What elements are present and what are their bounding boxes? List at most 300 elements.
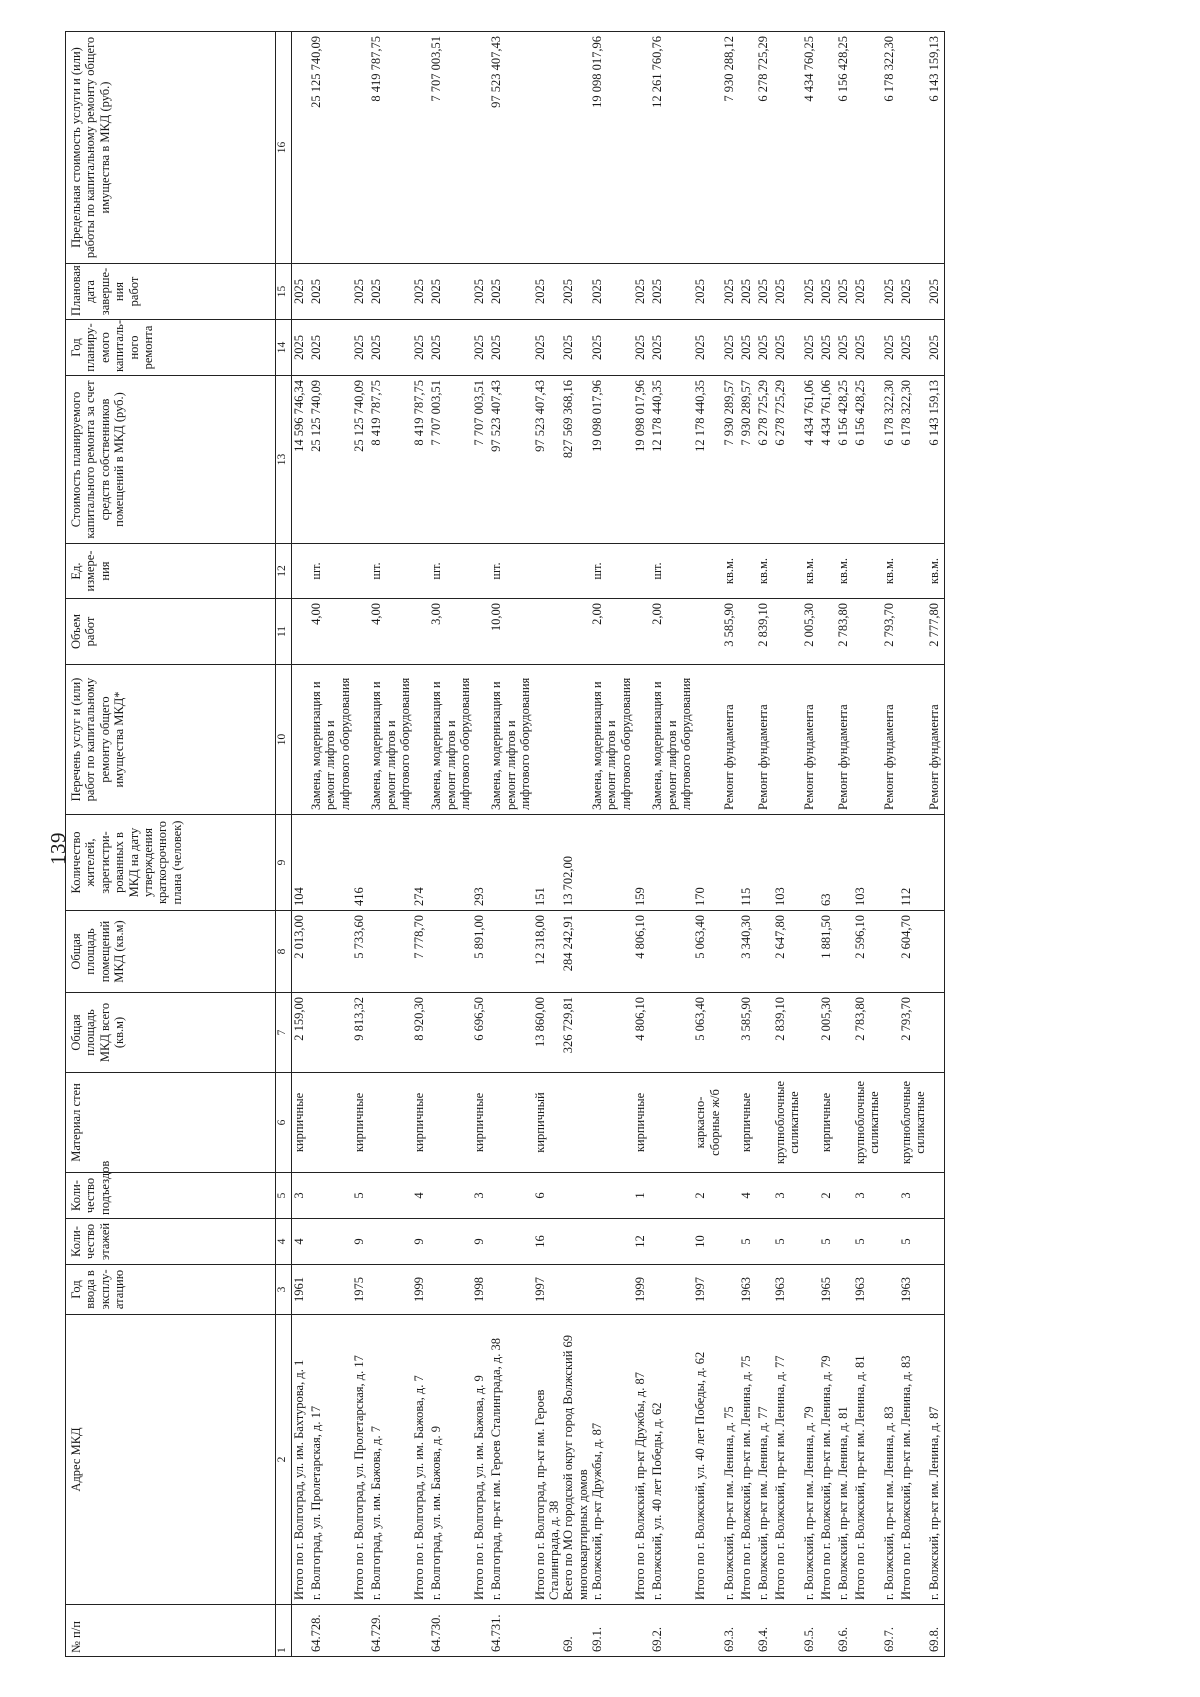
column-number-15: 15 [276,264,292,320]
cell-col-5 [802,1173,819,1219]
cell-col-3: 1997 [693,1265,722,1315]
cell-col-9: 159 [633,815,650,911]
cell-col-11 [739,599,756,665]
column-header-8: Общая площадь помещений МКД (кв.м) [66,911,276,993]
cell-col-8: 7 778,70 [412,911,429,993]
cell-col-15: 2025 [882,264,899,320]
cell-col-4: 9 [472,1219,489,1265]
cell-col-1 [533,1605,562,1657]
cell-col-7: 2 783,80 [853,993,882,1073]
cell-col-16 [739,32,756,264]
cell-col-12 [533,544,562,599]
column-number-8: 8 [276,911,292,993]
cell-col-3 [927,1265,945,1315]
cell-col-10 [693,665,722,815]
table-row [429,32,472,1657]
cell-col-7 [590,993,633,1073]
column-header-2: Адрес МКД [66,1315,276,1605]
cell-col-14: 2025 [819,320,836,376]
cell-col-6 [489,1073,532,1173]
cell-col-8: 2 647,80 [773,911,802,993]
cell-col-15: 2025 [472,264,489,320]
cell-col-9 [369,815,412,911]
cell-col-12: шт. [590,544,633,599]
cell-col-5 [429,1173,472,1219]
table-row [836,32,853,1657]
cell-col-8: 2 604,70 [899,911,928,993]
cell-col-11: 3,00 [429,599,472,665]
cell-col-13: 4 434 761,06 [802,376,819,544]
cell-col-16 [853,32,882,264]
cell-col-14: 2025 [429,320,472,376]
cell-col-11: 10,00 [489,599,532,665]
cell-col-4: 5 [739,1219,756,1265]
cell-col-12: шт. [429,544,472,599]
cell-col-3 [836,1265,853,1315]
cell-col-5 [927,1173,945,1219]
table-row [722,32,739,1657]
table-total-row [633,32,650,1657]
cell-col-4 [836,1219,853,1265]
cell-col-10: Замена, модернизация и ремонт лифтов и лифтового оборудования [309,665,352,815]
cell-col-4 [650,1219,693,1265]
column-number-13: 13 [276,376,292,544]
cell-col-14: 2025 [292,320,310,376]
cell-col-1: 64.730. [429,1605,472,1657]
cell-col-4 [722,1219,739,1265]
table-total-row [693,32,722,1657]
cell-col-2: Итого по г. Волгоград, ул. им. Бажова, д. 9 [472,1315,489,1605]
cell-col-13: 7 930 289,57 [739,376,756,544]
cell-col-16 [899,32,928,264]
cell-col-3 [882,1265,899,1315]
cell-col-15: 2025 [802,264,819,320]
cell-col-14: 2025 [693,320,722,376]
cell-col-9: 170 [693,815,722,911]
cell-col-13: 6 178 322,30 [882,376,899,544]
cell-col-12: кв.м. [722,544,739,599]
cell-col-3: 1963 [853,1265,882,1315]
cell-col-7 [882,993,899,1073]
cell-col-15: 2025 [369,264,412,320]
table-row [756,32,773,1657]
cell-col-11 [352,599,369,665]
cell-col-6: кирпичные [633,1073,650,1173]
cell-col-11: 4,00 [369,599,412,665]
cell-col-5 [489,1173,532,1219]
cell-col-8 [756,911,773,993]
cell-col-4: 5 [899,1219,928,1265]
cell-col-7: 2 159,00 [292,993,310,1073]
column-header-16: Предельная стоимость услуги и (или) работы по капитальному ремонту общего имущества в МКД (руб.) [66,32,276,264]
cell-col-12: кв.м. [756,544,773,599]
cell-col-14: 2025 [853,320,882,376]
cell-col-2: г. Волгоград, ул. им. Бажова, д. 9 [429,1315,472,1605]
cell-col-15: 2025 [533,264,562,320]
column-number-6: 6 [276,1073,292,1173]
cell-col-2: Итого по г. Волжский, ул. 40 лет Победы, д. 62 [693,1315,722,1605]
cell-col-3: 1963 [739,1265,756,1315]
cell-col-16 [412,32,429,264]
cell-col-16: 6 143 159,13 [927,32,945,264]
cell-col-5: 2 [819,1173,836,1219]
cell-col-4: 5 [853,1219,882,1265]
column-header-3: Год ввода в эксплу-атацию [66,1265,276,1315]
cell-col-10 [633,665,650,815]
cell-col-11: 2 783,80 [836,599,853,665]
cell-col-14: 2025 [722,320,739,376]
table-body [292,32,945,1657]
cell-col-2: Итого по г. Волгоград, ул. им. Бажова, д. 7 [412,1315,429,1605]
cell-col-14: 2025 [756,320,773,376]
cell-col-4 [882,1219,899,1265]
cell-col-1 [819,1605,836,1657]
cell-col-13: 12 178 440,35 [650,376,693,544]
cell-col-15: 2025 [739,264,756,320]
cell-col-14: 2025 [309,320,352,376]
cell-col-16: 6 178 322,30 [882,32,899,264]
cell-col-1 [352,1605,369,1657]
cell-col-12 [633,544,650,599]
cell-col-9: 13 702,00 [561,815,590,911]
table-row [369,32,412,1657]
cell-col-10 [773,665,802,815]
column-header-7: Общая площадь МКД всего (кв.м) [66,993,276,1073]
cell-col-3 [429,1265,472,1315]
table-row [882,32,899,1657]
cell-col-16: 7 930 288,12 [722,32,739,264]
cell-col-8 [927,911,945,993]
cell-col-14: 2025 [369,320,412,376]
cell-col-2: Итого по г. Волжский, пр-кт Дружбы, д. 87 [633,1315,650,1605]
cell-col-12 [472,544,489,599]
cell-col-13: 6 156 428,25 [853,376,882,544]
cell-col-12 [899,544,928,599]
column-number-7: 7 [276,993,292,1073]
cell-col-8: 2 013,00 [292,911,310,993]
cell-col-12: кв.м. [927,544,945,599]
cell-col-6 [802,1073,819,1173]
cell-col-14: 2025 [836,320,853,376]
cell-col-8: 3 340,30 [739,911,756,993]
cell-col-16: 12 261 760,76 [650,32,693,264]
cell-col-11 [693,599,722,665]
table-row [802,32,819,1657]
cell-col-9 [650,815,693,911]
cell-col-2: Итого по г. Волжский, пр-кт им. Ленина, д. 75 [739,1315,756,1605]
table-total-row [533,32,562,1657]
cell-col-8: 1 881,50 [819,911,836,993]
cell-col-5 [369,1173,412,1219]
cell-col-10 [472,665,489,815]
cell-col-1: 69.7. [882,1605,899,1657]
cell-col-3 [756,1265,773,1315]
cell-col-10 [533,665,562,815]
cell-col-5 [722,1173,739,1219]
cell-col-5 [561,1173,590,1219]
cell-col-6 [309,1073,352,1173]
cell-col-15: 2025 [590,264,633,320]
cell-col-1: 64.728. [309,1605,352,1657]
cell-col-3: 1975 [352,1265,369,1315]
cell-col-11 [292,599,310,665]
cell-col-4 [927,1219,945,1265]
cell-col-4 [429,1219,472,1265]
column-header-11: Объем работ [66,599,276,665]
cell-col-10: Ремонт фундамента [756,665,773,815]
cell-col-6 [756,1073,773,1173]
cell-col-3: 1998 [472,1265,489,1315]
cell-col-15: 2025 [819,264,836,320]
cell-col-13: 12 178 440,35 [693,376,722,544]
cell-col-13: 6 178 322,30 [899,376,928,544]
cell-col-7: 2 793,70 [899,993,928,1073]
cell-col-14: 2025 [472,320,489,376]
table-total-row [412,32,429,1657]
cell-col-12: шт. [650,544,693,599]
cell-col-4: 5 [773,1219,802,1265]
cell-col-5: 5 [352,1173,369,1219]
cell-col-8 [722,911,739,993]
table-total-row [853,32,882,1657]
cell-col-15: 2025 [722,264,739,320]
cell-col-2: Итого по г. Волжский, пр-кт им. Ленина, д. 79 [819,1315,836,1605]
cell-col-6 [722,1073,739,1173]
cell-col-11: 2 005,30 [802,599,819,665]
cell-col-13: 6 278 725,29 [773,376,802,544]
cell-col-3 [802,1265,819,1315]
cell-col-13: 6 278 725,29 [756,376,773,544]
cell-col-11 [633,599,650,665]
column-number-1: 1 [276,1605,292,1657]
cell-col-8 [429,911,472,993]
cell-col-7: 8 920,30 [412,993,429,1073]
cell-col-2: г. Волжский, пр-кт Дружбы, д. 87 [590,1315,633,1605]
cell-col-8 [882,911,899,993]
cell-col-10 [739,665,756,815]
cell-col-6 [369,1073,412,1173]
cell-col-10 [819,665,836,815]
cell-col-9 [489,815,532,911]
cell-col-3: 1999 [412,1265,429,1315]
cell-col-4: 12 [633,1219,650,1265]
cell-col-15: 2025 [853,264,882,320]
cell-col-16 [633,32,650,264]
cell-col-2: Итого по г. Волгоград, ул. Пролетарская, д. 17 [352,1315,369,1605]
cell-col-15: 2025 [693,264,722,320]
column-number-10: 10 [276,665,292,815]
cell-col-1 [899,1605,928,1657]
cell-col-2: Итого по г. Волжский, пр-кт им. Ленина, д. 81 [853,1315,882,1605]
cell-col-5: 2 [693,1173,722,1219]
cell-col-7: 326 729,81 [561,993,590,1073]
cell-col-10: Замена, модернизация и ремонт лифтов и лифтового оборудования [590,665,633,815]
cell-col-12: кв.м. [802,544,819,599]
cell-col-16 [472,32,489,264]
cell-col-9: 151 [533,815,562,911]
cell-col-15: 2025 [309,264,352,320]
cell-col-10 [853,665,882,815]
cell-col-3 [561,1265,590,1315]
cell-col-2: г. Волжский, пр-кт им. Ленина, д. 87 [927,1315,945,1605]
cell-col-14: 2025 [927,320,945,376]
cell-col-5 [650,1173,693,1219]
cell-col-6: каркасно-сборные ж/б [693,1073,722,1173]
cell-col-1: 69.4. [756,1605,773,1657]
cell-col-10: Замена, модернизация и ремонт лифтов и лифтового оборудования [650,665,693,815]
cell-col-4: 9 [412,1219,429,1265]
cell-col-8 [369,911,412,993]
cell-col-3: 1961 [292,1265,310,1315]
cell-col-5: 3 [292,1173,310,1219]
cell-col-15: 2025 [899,264,928,320]
cell-col-10: Ремонт фундамента [927,665,945,815]
cell-col-15: 2025 [561,264,590,320]
cell-col-11: 2 777,80 [927,599,945,665]
column-header-13: Стоимость планируемого капитального ремонта за счет средств собственников помещений в МКД (руб.) [66,376,276,544]
cell-col-3: 1963 [773,1265,802,1315]
cell-col-8 [836,911,853,993]
table-row [927,32,945,1657]
cell-col-4 [369,1219,412,1265]
cell-col-9: 112 [899,815,928,911]
table-total-row [773,32,802,1657]
cell-col-14: 2025 [899,320,928,376]
cell-col-8: 5 733,60 [352,911,369,993]
cell-col-10: Ремонт фундамента [882,665,899,815]
cell-col-12 [819,544,836,599]
cell-col-2: Всего по МО городской округ город Волжский 69 многоквартирных домов [561,1315,590,1605]
column-number-9: 9 [276,815,292,911]
cell-col-9: 103 [853,815,882,911]
column-number-3: 3 [276,1265,292,1315]
column-number-5: 5 [276,1173,292,1219]
cell-col-8 [590,911,633,993]
cell-col-16: 6 156 428,25 [836,32,853,264]
cell-col-12: кв.м. [882,544,899,599]
cell-col-6: крупноблочные силикатные [853,1073,882,1173]
cell-col-1 [773,1605,802,1657]
cell-col-7 [650,993,693,1073]
cell-col-4 [802,1219,819,1265]
cell-col-5: 1 [633,1173,650,1219]
column-number-11: 11 [276,599,292,665]
cell-col-8 [650,911,693,993]
cell-col-14: 2025 [882,320,899,376]
cell-col-9 [802,815,819,911]
cell-col-13: 8 419 787,75 [412,376,429,544]
cell-col-4 [756,1219,773,1265]
cell-col-16 [561,32,590,264]
cell-col-4: 4 [292,1219,310,1265]
cell-col-5 [836,1173,853,1219]
cell-col-7 [836,993,853,1073]
cell-col-1 [412,1605,429,1657]
cell-col-2: Итого по г. Волжский, пр-кт им. Ленина, д. 77 [773,1315,802,1605]
column-header-15: Плановая дата заверше-ния работ [66,264,276,320]
cell-col-13: 8 419 787,75 [369,376,412,544]
cell-col-8 [802,911,819,993]
cell-col-1 [292,1605,310,1657]
cell-col-15: 2025 [836,264,853,320]
cell-col-10: Замена, модернизация и ремонт лифтов и лифтового оборудования [369,665,412,815]
cell-col-15: 2025 [756,264,773,320]
cell-col-9 [722,815,739,911]
column-number-16: 16 [276,32,292,264]
table-row [309,32,352,1657]
cell-col-1 [739,1605,756,1657]
cell-col-13: 14 596 746,34 [292,376,310,544]
cell-col-5 [882,1173,899,1219]
cell-col-10: Ремонт фундамента [802,665,819,815]
cell-col-8: 5 891,00 [472,911,489,993]
table-total-row [739,32,756,1657]
column-header-10: Перечень услуг и (или) работ по капитальному ремонту общего имущества МКД* [66,665,276,815]
cell-col-1 [853,1605,882,1657]
cell-col-2: г. Волгоград, ул. Пролетарская, д. 17 [309,1315,352,1605]
cell-col-11 [472,599,489,665]
cell-col-14: 2025 [650,320,693,376]
cell-col-5 [756,1173,773,1219]
repair-plan-table [65,31,945,1657]
cell-col-11 [561,599,590,665]
cell-col-3 [650,1265,693,1315]
cell-col-1: 64.729. [369,1605,412,1657]
cell-col-2: г. Волжский, пр-кт им. Ленина, д. 75 [722,1315,739,1605]
cell-col-6: крупноблочные силикатные [899,1073,928,1173]
cell-col-16 [292,32,310,264]
cell-col-13: 97 523 407,43 [533,376,562,544]
cell-col-6: кирпичные [472,1073,489,1173]
cell-col-9 [756,815,773,911]
cell-col-7: 2 005,30 [819,993,836,1073]
cell-col-2: г. Волжский, пр-кт им. Ленина, д. 79 [802,1315,819,1605]
cell-col-12: шт. [489,544,532,599]
cell-col-13: 7 707 003,51 [472,376,489,544]
cell-col-12: шт. [369,544,412,599]
column-number-14: 14 [276,320,292,376]
cell-col-4: 9 [352,1219,369,1265]
cell-col-7: 2 839,10 [773,993,802,1073]
cell-col-9: 63 [819,815,836,911]
cell-col-6 [836,1073,853,1173]
cell-col-6: кирпичные [739,1073,756,1173]
cell-col-7 [756,993,773,1073]
cell-col-4 [489,1219,532,1265]
cell-col-7: 6 696,50 [472,993,489,1073]
cell-col-13: 827 569 368,16 [561,376,590,544]
cell-col-6 [650,1073,693,1173]
cell-col-9 [882,815,899,911]
column-header-5: Коли-чество подъездов [66,1173,276,1219]
cell-col-16 [819,32,836,264]
cell-col-14: 2025 [489,320,532,376]
cell-col-16: 97 523 407,43 [489,32,532,264]
cell-col-5 [590,1173,633,1219]
cell-col-12 [412,544,429,599]
cell-col-16: 19 098 017,96 [590,32,633,264]
cell-col-9: 293 [472,815,489,911]
cell-col-14: 2025 [412,320,429,376]
cell-col-12 [693,544,722,599]
cell-col-1: 69. [561,1605,590,1657]
cell-col-4 [561,1219,590,1265]
cell-col-9 [836,815,853,911]
cell-col-16: 6 278 725,29 [756,32,773,264]
cell-col-13: 25 125 740,09 [352,376,369,544]
cell-col-7 [927,993,945,1073]
cell-col-11: 4,00 [309,599,352,665]
